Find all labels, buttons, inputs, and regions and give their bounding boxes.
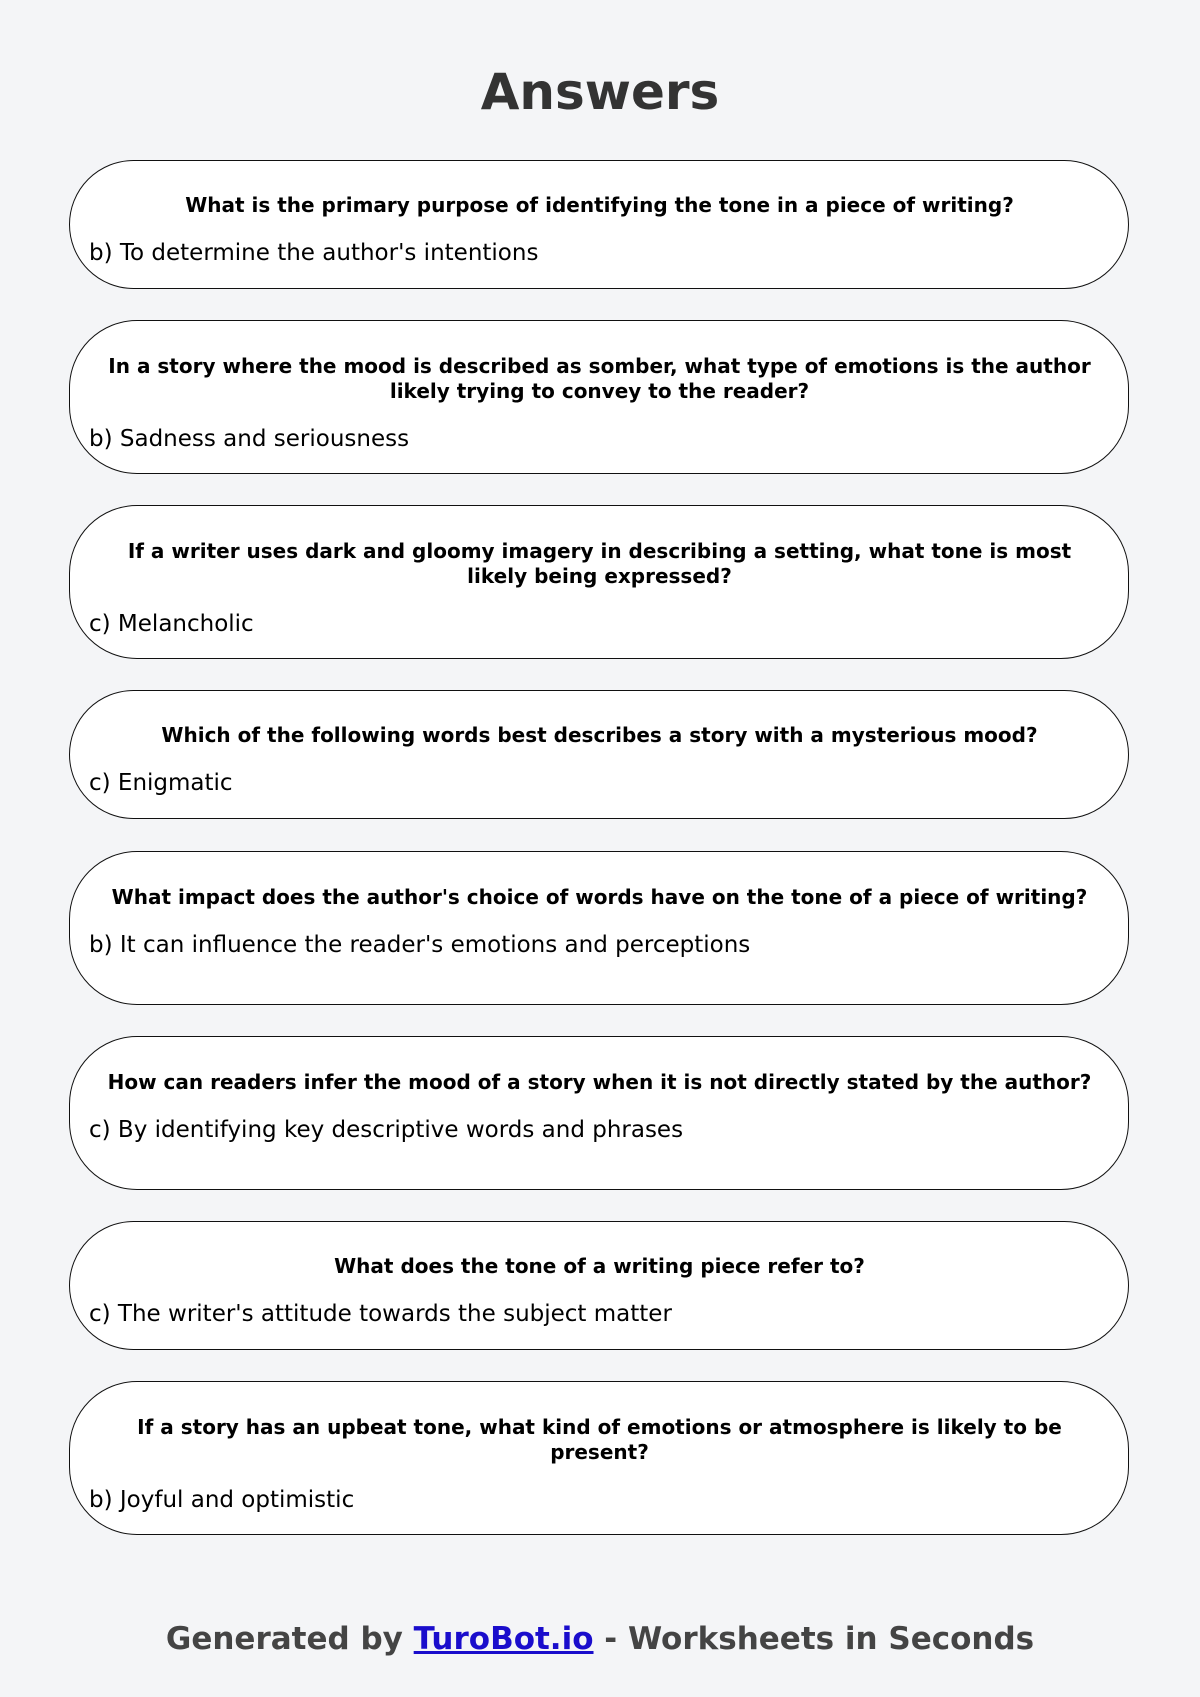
footer-prefix: Generated by <box>165 1621 414 1657</box>
answer-card-4 <box>69 690 1129 819</box>
answer-text: b) Sadness and seriousness <box>89 426 410 452</box>
answer-text: b) Joyful and optimistic <box>89 1487 355 1513</box>
answer-card-5 <box>69 851 1129 1005</box>
answer-text: b) To determine the author's intentions <box>89 240 539 266</box>
answer-card-6 <box>69 1036 1129 1190</box>
answer-text: c) By identifying key descriptive words and phrases <box>89 1117 684 1143</box>
footer-suffix: - Worksheets in Seconds <box>593 1621 1035 1657</box>
question-text: What does the tone of a writing piece refer to? <box>334 1254 865 1278</box>
footer <box>0 1620 1200 1658</box>
answer-card-8 <box>69 1381 1129 1535</box>
answer-card-2 <box>69 320 1129 474</box>
page-title: Answers <box>480 63 720 121</box>
question-text: What is the primary purpose of identifying the tone in a piece of writing? <box>185 193 1014 217</box>
question-text: If a writer uses dark and gloomy imagery in describing a setting, what tone is most likely being expressed? <box>127 539 1072 588</box>
answer-card-1 <box>69 160 1129 289</box>
question-text: How can readers infer the mood of a story when it is not directly stated by the author? <box>107 1070 1092 1094</box>
turobot-link[interactable]: TuroBot.io <box>413 1621 594 1657</box>
question-text: Which of the following words best describes a story with a mysterious mood? <box>161 723 1038 747</box>
answer-card-7 <box>69 1221 1129 1350</box>
answer-text: c) Enigmatic <box>89 770 233 796</box>
question-text: In a story where the mood is described as somber, what type of emotions is the author likely trying to convey to the reader? <box>108 354 1091 403</box>
answer-text: c) Melancholic <box>89 611 254 637</box>
answer-text: c) The writer's attitude towards the subject matter <box>89 1301 672 1327</box>
answer-text: b) It can influence the reader's emotions and perceptions <box>89 932 751 958</box>
answer-card-3 <box>69 505 1129 659</box>
question-text: What impact does the author's choice of words have on the tone of a piece of writing? <box>111 885 1088 909</box>
question-text: If a story has an upbeat tone, what kind of emotions or atmosphere is likely to be present? <box>137 1415 1062 1464</box>
